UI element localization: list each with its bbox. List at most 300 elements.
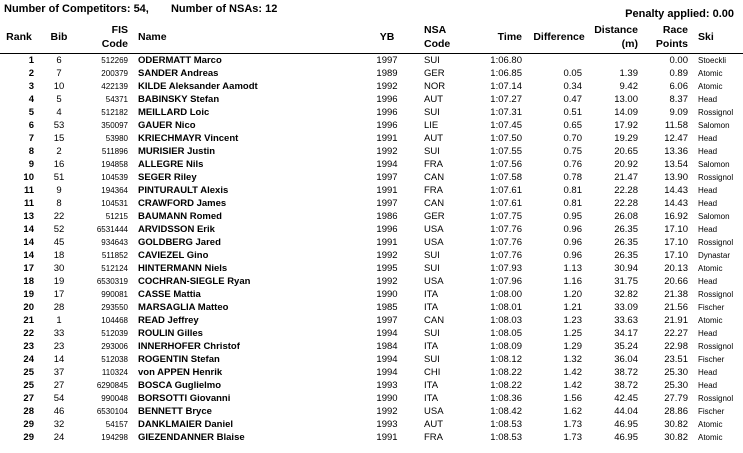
table-row — [0, 340, 743, 353]
cell-race-points: 22.98 — [664, 341, 688, 352]
cell-ski: Salomon — [698, 160, 730, 169]
table-row — [0, 119, 743, 132]
results-body — [0, 54, 743, 445]
cell-nsa: AUT — [424, 133, 443, 144]
cell-time: 1:08.22 — [490, 367, 522, 378]
cell-yb: 1994 — [376, 159, 398, 170]
cell-nsa: SUI — [424, 263, 440, 274]
cell-ski: Fischer — [698, 303, 725, 312]
cell-difference: 0.96 — [563, 237, 582, 248]
cell-nsa: ITA — [424, 302, 439, 313]
cell-distance: 26.35 — [614, 224, 638, 235]
cell-time: 1:07.58 — [490, 172, 522, 183]
cell-yb: 1992 — [376, 276, 398, 287]
cell-name: KRIECHMAYR Vincent — [138, 133, 239, 144]
cell-race-points: 13.36 — [664, 146, 688, 157]
cell-fis-code: 194858 — [101, 160, 128, 169]
cell-name: BAUMANN Romed — [138, 211, 222, 222]
cell-bib: 19 — [53, 276, 65, 287]
cell-time: 1:08.36 — [490, 393, 522, 404]
cell-race-points: 21.56 — [664, 302, 688, 313]
cell-rank: 21 — [23, 315, 34, 326]
cell-nsa: AUT — [424, 419, 443, 430]
cell-ski: Fischer — [698, 407, 725, 416]
cell-bib: 4 — [56, 107, 62, 118]
cell-difference: 1.25 — [563, 328, 582, 339]
col-yb: YB — [358, 21, 416, 54]
cell-bib: 33 — [53, 328, 65, 339]
cell-nsa: ITA — [424, 393, 439, 404]
cell-bib: 7 — [56, 68, 62, 79]
cell-ski: Rossignol — [698, 108, 734, 117]
cell-distance: 38.72 — [614, 380, 638, 391]
col-race-label: Race — [662, 24, 688, 36]
col-bib: Bib — [38, 21, 80, 54]
cell-bib: 24 — [53, 432, 65, 443]
cell-race-points: 9.09 — [669, 107, 688, 118]
cell-fis-code: 512038 — [101, 355, 128, 364]
table-row — [0, 418, 743, 431]
cell-rank: 14 — [23, 237, 34, 248]
cell-difference: 1.56 — [563, 393, 582, 404]
cell-nsa: LIE — [424, 120, 439, 131]
cell-time: 1:08.05 — [490, 328, 522, 339]
table-row — [0, 327, 743, 340]
cell-bib: 30 — [53, 263, 65, 274]
cell-rank: 10 — [23, 172, 34, 183]
cell-distance: 19.29 — [614, 133, 638, 144]
cell-race-points: 8.37 — [669, 94, 688, 105]
table-row — [0, 93, 743, 106]
cell-ski: Rossignol — [698, 173, 734, 182]
cell-ski: Atomic — [698, 264, 723, 273]
cell-ski: Stoeckli — [698, 56, 727, 65]
cell-distance: 34.17 — [614, 328, 638, 339]
cell-name: COCHRAN-SIEGLE Ryan — [138, 276, 251, 287]
cell-race-points: 11.58 — [664, 120, 688, 131]
cell-ski: Head — [698, 95, 718, 104]
cell-race-points: 21.38 — [664, 289, 688, 300]
col-fis-label: FIS — [111, 24, 128, 36]
cell-fis-code: 104531 — [101, 199, 128, 208]
cell-time: 1:06.80 — [490, 55, 522, 66]
table-row — [0, 275, 743, 288]
cell-ski: Head — [698, 368, 718, 377]
cell-name: SANDER Andreas — [138, 68, 219, 79]
cell-distance: 9.42 — [619, 81, 638, 92]
cell-race-points: 12.47 — [664, 133, 688, 144]
cell-bib: 17 — [53, 289, 65, 300]
table-row — [0, 353, 743, 366]
cell-distance: 22.28 — [614, 198, 638, 209]
cell-time: 1:07.76 — [490, 224, 522, 235]
cell-difference: 0.65 — [563, 120, 582, 131]
col-difference: Difference — [528, 21, 590, 54]
cell-yb: 1990 — [376, 289, 398, 300]
cell-race-points: 30.82 — [664, 432, 688, 443]
table-row — [0, 145, 743, 158]
cell-rank: 18 — [23, 276, 34, 287]
cell-time: 1:08.00 — [490, 289, 522, 300]
cell-name: ROULIN Gilles — [138, 328, 203, 339]
cell-nsa: CHI — [424, 367, 441, 378]
cell-ski: Atomic — [698, 433, 723, 442]
cell-name: BABINSKY Stefan — [138, 94, 220, 105]
cell-rank: 20 — [23, 302, 34, 313]
cell-ski: Head — [698, 329, 718, 338]
cell-difference: 1.73 — [563, 432, 582, 443]
cell-rank: 3 — [28, 81, 34, 92]
col-name: Name — [132, 21, 358, 54]
cell-time: 1:07.61 — [490, 185, 522, 196]
cell-bib: 6 — [56, 55, 62, 66]
cell-difference: 0.70 — [563, 133, 582, 144]
table-row — [0, 249, 743, 262]
table-row — [0, 392, 743, 405]
cell-race-points: 14.43 — [664, 185, 688, 196]
cell-distance — [590, 54, 644, 68]
cell-fis-code: 194364 — [101, 186, 128, 195]
cell-ski: Atomic — [698, 69, 723, 78]
cell-yb: 1991 — [376, 432, 398, 443]
cell-bib: 52 — [53, 224, 65, 235]
nsas-value: 12 — [265, 3, 278, 15]
cell-difference: 1.20 — [563, 289, 582, 300]
cell-name: READ Jeffrey — [138, 315, 199, 326]
cell-fis-code: 6531444 — [96, 225, 128, 234]
cell-nsa: GER — [424, 211, 445, 222]
cell-nsa: ITA — [424, 341, 439, 352]
cell-yb: 1991 — [376, 133, 398, 144]
cell-time: 1:08.53 — [490, 432, 522, 443]
cell-distance: 21.47 — [614, 172, 638, 183]
cell-time: 1:07.96 — [490, 276, 522, 287]
cell-yb: 1991 — [376, 237, 398, 248]
cell-rank: 11 — [23, 185, 34, 196]
cell-fis-code: 293006 — [101, 342, 128, 351]
cell-bib: 46 — [53, 406, 65, 417]
table-row — [0, 132, 743, 145]
cell-difference: 0.78 — [563, 172, 582, 183]
cell-ski: Salomon — [698, 212, 730, 221]
cell-yb: 1996 — [376, 94, 398, 105]
cell-fis-code: 934643 — [101, 238, 128, 247]
cell-fis-code: 512182 — [101, 108, 128, 117]
col-race-points — [644, 21, 694, 54]
cell-ski: Rossignol — [698, 290, 734, 299]
cell-rank: 25 — [23, 380, 34, 391]
cell-time: 1:08.01 — [490, 302, 522, 313]
cell-ski: Head — [698, 147, 718, 156]
cell-yb: 1989 — [376, 68, 398, 79]
cell-bib: 9 — [56, 185, 62, 196]
cell-nsa: SUI — [424, 250, 440, 261]
cell-name: ARVIDSSON Erik — [138, 224, 215, 235]
cell-bib: 28 — [53, 302, 65, 313]
cell-nsa: AUT — [424, 94, 443, 105]
cell-fis-code: 51215 — [105, 212, 128, 221]
cell-fis-code: 350097 — [101, 121, 128, 130]
cell-ski: Head — [698, 134, 718, 143]
cell-fis-code: 53980 — [105, 134, 128, 143]
cell-bib: 53 — [53, 120, 65, 131]
cell-nsa: SUI — [424, 107, 440, 118]
cell-name: PINTURAULT Alexis — [138, 185, 229, 196]
cell-distance: 26.35 — [614, 237, 638, 248]
cell-yb: 1992 — [376, 146, 398, 157]
cell-yb: 1984 — [376, 341, 398, 352]
nsas-label: Number of NSAs: — [170, 3, 263, 15]
col-distance-label: Distance — [594, 24, 638, 36]
cell-distance: 38.72 — [614, 367, 638, 378]
cell-nsa: ITA — [424, 380, 439, 391]
cell-bib: 37 — [53, 367, 65, 378]
cell-fis-code: 104468 — [101, 316, 128, 325]
cell-race-points: 21.91 — [664, 315, 688, 326]
cell-difference: 1.62 — [563, 406, 582, 417]
col-nsa-label: NSA — [424, 24, 447, 36]
cell-nsa: FRA — [424, 185, 443, 196]
cell-yb: 1990 — [376, 393, 398, 404]
cell-difference: 0.47 — [563, 94, 582, 105]
cell-fis-code: 6290845 — [96, 381, 128, 390]
col-ski: Ski — [694, 21, 743, 54]
col-rank: Rank — [0, 21, 38, 54]
cell-distance: 42.45 — [614, 393, 638, 404]
cell-yb: 1991 — [376, 185, 398, 196]
table-row — [0, 210, 743, 223]
cell-difference: 1.23 — [563, 315, 582, 326]
cell-difference: 0.96 — [563, 250, 582, 261]
cell-race-points: 14.43 — [664, 198, 688, 209]
results-table — [0, 21, 743, 444]
cell-difference: 0.75 — [563, 146, 582, 157]
cell-rank: 23 — [23, 341, 34, 352]
cell-distance: 35.24 — [614, 341, 638, 352]
cell-fis-code: 54157 — [105, 420, 128, 429]
cell-nsa: USA — [424, 406, 444, 417]
cell-distance: 22.28 — [614, 185, 638, 196]
cell-fis-code: 104539 — [101, 173, 128, 182]
cell-yb: 1996 — [376, 120, 398, 131]
cell-time: 1:07.50 — [490, 133, 522, 144]
cell-rank: 2 — [28, 68, 34, 79]
cell-distance: 17.92 — [614, 120, 638, 131]
table-row — [0, 67, 743, 80]
cell-yb: 1996 — [376, 224, 398, 235]
cell-nsa: FRA — [424, 432, 443, 443]
cell-ski: Rossignol — [698, 342, 734, 351]
cell-time: 1:07.55 — [490, 146, 522, 157]
cell-time: 1:08.53 — [490, 419, 522, 430]
cell-nsa: USA — [424, 276, 444, 287]
cell-name: CRAWFORD James — [138, 198, 227, 209]
cell-rank: 25 — [23, 367, 34, 378]
cell-time: 1:08.22 — [490, 380, 522, 391]
table-row — [0, 314, 743, 327]
cell-ski: Fischer — [698, 355, 725, 364]
cell-rank: 28 — [23, 406, 34, 417]
cell-rank: 22 — [23, 328, 34, 339]
cell-ski: Dynastar — [698, 251, 731, 260]
cell-time: 1:07.27 — [490, 94, 522, 105]
cell-nsa: SUI — [424, 55, 440, 66]
col-code-label: Code — [101, 38, 128, 50]
cell-difference: 0.81 — [563, 185, 582, 196]
cell-distance: 46.95 — [614, 419, 638, 430]
cell-name: CASSE Mattia — [138, 289, 201, 300]
cell-race-points: 27.79 — [664, 393, 688, 404]
cell-nsa: SUI — [424, 328, 440, 339]
cell-race-points: 23.51 — [664, 354, 688, 365]
cell-bib: 8 — [56, 198, 62, 209]
cell-race-points: 20.66 — [664, 276, 688, 287]
cell-difference: 0.34 — [563, 81, 582, 92]
cell-race-points: 30.82 — [664, 419, 688, 430]
table-row — [0, 366, 743, 379]
cell-bib: 1 — [56, 315, 62, 326]
competitors-value: 54, — [133, 3, 149, 15]
cell-name: GIEZENDANNER Blaise — [138, 432, 245, 443]
cell-yb: 1985 — [376, 302, 398, 313]
cell-fis-code: 990081 — [101, 290, 128, 299]
cell-time: 1:07.76 — [490, 250, 522, 261]
cell-nsa: USA — [424, 224, 444, 235]
cell-distance: 20.65 — [614, 146, 638, 157]
cell-distance: 26.08 — [614, 211, 638, 222]
cell-rank: 14 — [23, 224, 34, 235]
cell-fis-code: 110324 — [101, 368, 128, 377]
results-header — [0, 21, 743, 54]
cell-name: von APPEN Henrik — [138, 367, 223, 378]
cell-time: 1:08.42 — [490, 406, 522, 417]
cell-bib: 2 — [56, 146, 62, 157]
cell-fis-code: 200379 — [101, 69, 128, 78]
cell-fis-code: 511852 — [101, 251, 128, 260]
cell-difference: 0.76 — [563, 159, 582, 170]
cell-name: MURISIER Justin — [138, 146, 216, 157]
cell-race-points: 28.86 — [664, 406, 688, 417]
cell-fis-code: 990048 — [101, 394, 128, 403]
cell-rank: 11 — [23, 198, 34, 209]
cell-distance: 14.09 — [614, 107, 638, 118]
cell-nsa: ITA — [424, 289, 439, 300]
cell-distance: 32.82 — [614, 289, 638, 300]
cell-race-points: 17.10 — [664, 237, 688, 248]
cell-nsa: FRA — [424, 159, 443, 170]
cell-yb: 1986 — [376, 211, 398, 222]
table-row — [0, 288, 743, 301]
col-points-label: Points — [655, 38, 688, 50]
competitor-summary — [4, 3, 277, 15]
cell-race-points: 25.30 — [664, 380, 688, 391]
cell-time: 1:07.14 — [490, 81, 522, 92]
cell-time: 1:06.85 — [490, 68, 522, 79]
cell-rank: 5 — [28, 107, 34, 118]
cell-nsa: GER — [424, 68, 445, 79]
cell-time: 1:08.12 — [490, 354, 522, 365]
cell-nsa: NOR — [424, 81, 446, 92]
cell-name: DANKLMAIER Daniel — [138, 419, 234, 430]
cell-fis-code: 54371 — [105, 95, 128, 104]
cell-name: CAVIEZEL Gino — [138, 250, 209, 261]
cell-distance: 13.00 — [614, 94, 638, 105]
table-row — [0, 106, 743, 119]
cell-distance: 20.92 — [614, 159, 638, 170]
cell-ski: Head — [698, 186, 718, 195]
cell-fis-code: 6530104 — [96, 407, 128, 416]
cell-name: INNERHOFER Christof — [138, 341, 240, 352]
cell-race-points: 25.30 — [664, 367, 688, 378]
col-nsa-code-label: Code — [424, 38, 451, 50]
cell-difference: 0.05 — [563, 68, 582, 79]
cell-yb: 1994 — [376, 367, 398, 378]
cell-fis-code: 512124 — [101, 264, 128, 273]
cell-nsa: USA — [424, 237, 444, 248]
cell-difference: 1.73 — [563, 419, 582, 430]
cell-name: SEGER Riley — [138, 172, 197, 183]
cell-fis-code: 512039 — [101, 329, 128, 338]
cell-name: KILDE Aleksander Aamodt — [138, 81, 258, 92]
cell-rank: 19 — [23, 289, 34, 300]
col-distance-unit: (m) — [621, 38, 638, 50]
cell-difference: 1.13 — [563, 263, 582, 274]
competitors-label: Number of Competitors: — [4, 3, 131, 15]
cell-race-points: 13.54 — [664, 159, 688, 170]
cell-nsa: SUI — [424, 146, 440, 157]
cell-distance: 31.75 — [614, 276, 638, 287]
col-fis-code — [80, 21, 132, 54]
cell-race-points: 0.89 — [669, 68, 688, 79]
table-row — [0, 379, 743, 392]
cell-race-points: 17.10 — [664, 224, 688, 235]
cell-yb: 1997 — [376, 315, 398, 326]
cell-fis-code: 293550 — [101, 303, 128, 312]
cell-name: BENNETT Bryce — [138, 406, 212, 417]
cell-name: ODERMATT Marco — [138, 55, 222, 66]
cell-difference: 1.29 — [563, 341, 582, 352]
cell-race-points: 6.06 — [669, 81, 688, 92]
cell-race-points: 0.00 — [669, 55, 688, 66]
cell-difference: 0.51 — [563, 107, 582, 118]
table-row — [0, 236, 743, 249]
cell-rank: 1 — [28, 55, 34, 66]
cell-distance: 33.63 — [614, 315, 638, 326]
table-row — [0, 158, 743, 171]
table-row — [0, 301, 743, 314]
cell-bib: 15 — [53, 133, 65, 144]
cell-ski: Head — [698, 277, 718, 286]
cell-nsa: CAN — [424, 172, 445, 183]
cell-difference: 0.95 — [563, 211, 582, 222]
cell-rank: 24 — [23, 354, 34, 365]
cell-race-points: 20.13 — [664, 263, 688, 274]
cell-nsa: SUI — [424, 354, 440, 365]
cell-race-points: 22.27 — [664, 328, 688, 339]
cell-race-points: 13.90 — [664, 172, 688, 183]
cell-rank: 4 — [28, 94, 34, 105]
cell-yb: 1997 — [376, 172, 398, 183]
table-row — [0, 171, 743, 184]
cell-rank: 9 — [28, 159, 34, 170]
cell-bib: 54 — [53, 393, 65, 404]
cell-bib: 18 — [53, 250, 65, 261]
cell-difference: 1.32 — [563, 354, 582, 365]
cell-name: BORSOTTI Giovanni — [138, 393, 231, 404]
col-time: Time — [468, 21, 528, 54]
cell-bib: 23 — [53, 341, 65, 352]
cell-difference: 0.81 — [563, 198, 582, 209]
